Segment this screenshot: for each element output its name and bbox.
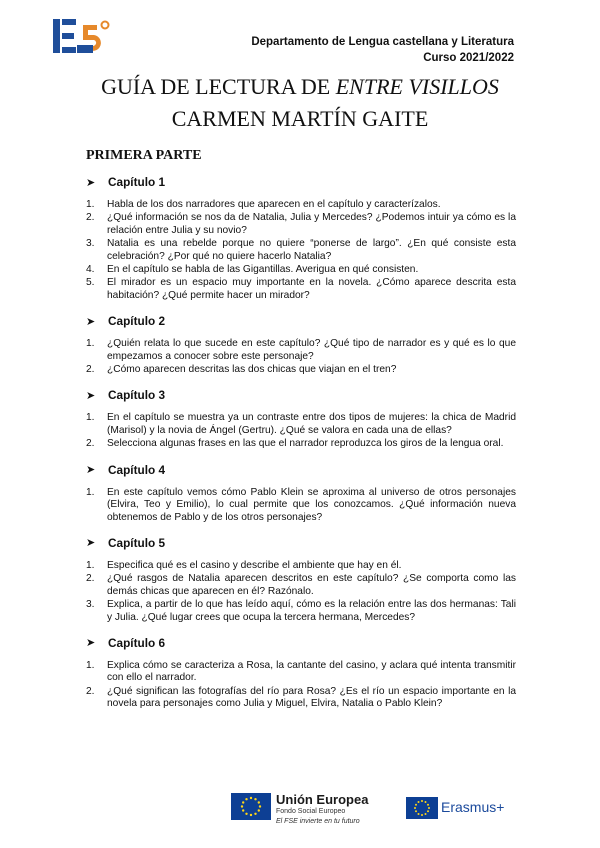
question-item: 2. ¿Cómo aparecen descritas las dos chicas que viajan en el tren?	[86, 364, 397, 376]
author-title: CARMEN MARTÍN GAITE	[171, 106, 429, 131]
page-title: GUÍA DE LECTURA DE ENTRE VISILLOS	[101, 74, 499, 99]
part-heading: PRIMERA PARTE	[86, 148, 202, 163]
arrow-icon: ➤	[86, 389, 96, 402]
chapter-section	[86, 533, 516, 624]
arrow-icon: ➤	[86, 315, 96, 328]
eu-slogan: El FSE invierte en tu futuro	[276, 818, 360, 825]
question-item: 1. Explica cómo se caracteriza a Rosa, la cantante del casino, y aclara qué intenta transmitir con ello el narrador.	[86, 659, 516, 684]
question-item: 1. En este capítulo vemos cómo Pablo Klein se aproxima al universo de otros personajes (Elvira, Teo y Emilio), lo cual permite que los conozcamos. ¿Qué información nueva obtenemos de Pablo y de los otros personajes?	[86, 486, 516, 523]
chapter-heading: ➤ Capítulo 2	[86, 314, 166, 329]
eu-flag-icon	[231, 793, 271, 820]
department-name: Departamento de Lengua castellana y Literatura	[251, 36, 514, 48]
question-item: 2. ¿Qué información se nos da de Natalia, Julia y Mercedes? ¿Podemos intuir ya cómo es la relación entre Julia y su novio?	[86, 212, 516, 236]
question-item: 1. En el capítulo se muestra ya un contraste entre dos tipos de mujeres: la chica de Madrid (Marisol) y la novia de Ángel (Gertru). ¿Qué se valora en cada una de ellas?	[86, 412, 516, 436]
chapter-section	[86, 633, 516, 711]
eu-title: Unión Europea	[276, 792, 369, 807]
erasmus-flag-icon	[406, 797, 438, 819]
chapter-heading: ➤ Capítulo 1	[86, 175, 166, 189]
arrow-icon: ➤	[86, 176, 96, 189]
chapter-heading: ➤ Capítulo 5	[86, 535, 166, 550]
question-item: 3. Natalia es una rebelde porque no quiere “ponerse de largo”. ¿En qué consiste esta celebración? ¿Por qué no quiere hacerlo Natalia?	[86, 238, 516, 262]
question-item: 3. Explica, a partir de lo que has leído aquí, cómo es la relación entre las dos hermanas: Tali y Julia. ¿Qué lugar crees que ocupa la tercera hermana, Mercedes?	[86, 599, 516, 623]
arrow-icon: ➤	[86, 637, 96, 650]
chapter-section	[86, 311, 516, 376]
chapter-heading: ➤ Capítulo 6	[86, 635, 166, 650]
question-item: 2. ¿Qué significan las fotografías del río para Rosa? ¿Es el río un espacio importante en la novela para personajes como Julia y Miguel, Elvira, Natalia o Pablo Klein?	[86, 685, 516, 710]
chapters-list	[86, 172, 516, 720]
question-item: 4. En el capítulo se habla de las Gigantillas. Averigua en qué consisten.	[86, 264, 419, 276]
course-year: Curso 2021/2022	[423, 52, 514, 64]
question-item: 2. Selecciona algunas frases en las que el narrador reproduzca los giros de la lengua oral.	[86, 438, 504, 450]
question-item: 1. Habla de los dos narradores que aparecen en el capítulo y caracterízalos.	[86, 199, 441, 210]
chapter-section	[86, 385, 516, 450]
question-item: 5. El mirador es un espacio muy importante en la novela. ¿Cómo aparece descrita esta habitación? ¿Qué permite hacer un mirador?	[86, 277, 516, 301]
chapter-section	[86, 172, 516, 302]
chapter-heading: ➤ Capítulo 3	[86, 388, 166, 403]
question-item: 1. Especifica qué es el casino y describe el ambiente que hay en él.	[86, 559, 402, 571]
eu-subtitle: Fondo Social Europeo	[276, 808, 346, 815]
chapter-section	[86, 460, 516, 524]
arrow-icon: ➤	[86, 464, 96, 477]
arrow-icon: ➤	[86, 537, 96, 550]
chapter-heading: ➤ Capítulo 4	[86, 462, 166, 477]
question-item: 2. ¿Qué rasgos de Natalia aparecen descritos en este capítulo? ¿Se comporta como las demás chicas que aparecen en él? Razónalo.	[86, 573, 516, 597]
school-logo	[53, 17, 115, 55]
erasmus-label: Erasmus+	[441, 799, 505, 815]
question-item: 1. ¿Quién relata lo que sucede en este capítulo? ¿Qué tipo de narrador es y qué es lo que empezamos a conocer sobre este personaje?	[86, 338, 516, 362]
